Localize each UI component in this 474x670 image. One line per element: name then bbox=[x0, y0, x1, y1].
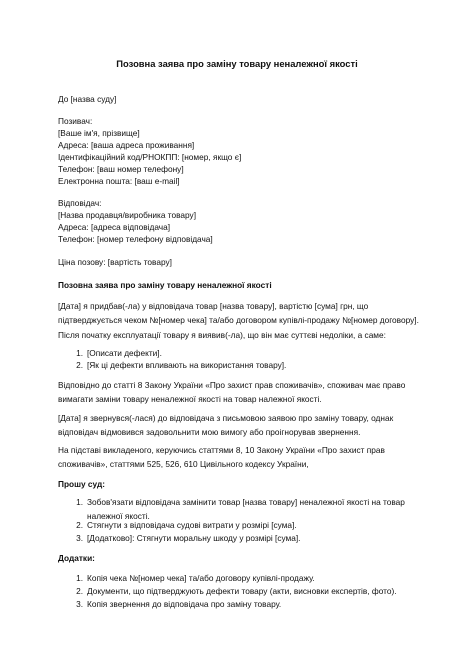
paragraph-law: Відповідно до статті 8 Закону України «Про захист прав споживачів», споживач має право вимагати заміни товару неналежної якості на товар належної якості. bbox=[58, 380, 406, 405]
list-number: 3. bbox=[76, 599, 83, 609]
paragraph-grounds: На підставі викладеного, керуючись статтями 8, 10 Закону України «Про захист прав споживачів», статтями 525, 526, 610 Цивільного кодексу України, bbox=[58, 445, 385, 470]
claim-price: Ціна позову: [вартість товару] bbox=[58, 257, 172, 267]
plaintiff-name: [Ваше ім'я, прізвище] bbox=[58, 128, 140, 138]
court-line: До [назва суду] bbox=[58, 94, 117, 104]
paragraph-purchase: [Дата] я придбав(-ла) у відповідача товар [назва товару], вартістю [сума] грн, що підтверджується чеком №[номер чека] та/або договором купівлі-продажу №[номер договору]. Після початку експлуатації товару я виявив(-ла), що він має суттєві недоліки, а саме: bbox=[58, 301, 419, 340]
attachment-item-text: Документи, що підтверджують дефекти товару (акти, висновки експертів, фото). bbox=[87, 586, 397, 596]
list-number: 1. bbox=[76, 497, 83, 507]
list-number: 2. bbox=[76, 520, 83, 530]
attachment-item-text: Копія чека №[номер чека] та/або договору купівлі-продажу. bbox=[87, 573, 315, 583]
request-heading: Прошу суд: bbox=[58, 479, 105, 489]
list-number: 1. bbox=[76, 573, 83, 583]
list-number: 1. bbox=[76, 348, 83, 358]
defendant-name: [Назва продавця/виробника товару] bbox=[58, 210, 197, 220]
request-item-text: Стягнути з відповідача судові витрати у розмірі [сума]. bbox=[87, 520, 297, 530]
document-title: Позовна заява про заміну товару неналежної якості bbox=[116, 58, 358, 69]
defect-item-text: [Як ці дефекти впливають на використання товару]. bbox=[87, 360, 287, 370]
paragraph-appeal: [Дата] я звернувся(-лася) до відповідача з письмовою заявою про заміну товару, однак відповідач відмовився задовольнити мою вимогу або проігнорував звернення. bbox=[58, 413, 394, 438]
attachment-item-text: Копія звернення до відповідача про заміну товару. bbox=[87, 599, 282, 609]
request-item-text: [Додатково]: Стягнути моральну шкоду у розмірі [сума]. bbox=[87, 533, 301, 543]
plaintiff-address: Адреса: [ваша адреса проживання] bbox=[58, 140, 195, 150]
plaintiff-email: Електронна пошта: [ваш e-mail] bbox=[58, 176, 180, 186]
defendant-phone: Телефон: [номер телефону відповідача] bbox=[58, 234, 213, 244]
section-subtitle: Позовна заява про заміну товару неналежної якості bbox=[58, 280, 272, 290]
plaintiff-id-code: Ідентифікаційний код/РНОКПП: [номер, якщо є] bbox=[58, 152, 242, 162]
defect-item-text: [Описати дефекти]. bbox=[87, 348, 162, 358]
plaintiff-heading: Позивач: bbox=[58, 116, 93, 126]
plaintiff-phone: Телефон: [ваш номер телефону] bbox=[58, 164, 184, 174]
list-number: 2. bbox=[76, 360, 83, 370]
defendant-heading: Відповідач: bbox=[58, 198, 102, 208]
defendant-address: Адреса: [адреса відповідача] bbox=[58, 222, 170, 232]
attachments-heading: Додатки: bbox=[58, 553, 95, 563]
list-number: 2. bbox=[76, 586, 83, 596]
list-number: 3. bbox=[76, 533, 83, 543]
request-item-text: Зобов'язати відповідача замінити товар [назва товару] неналежної якості на товар належної якості. bbox=[87, 497, 405, 522]
